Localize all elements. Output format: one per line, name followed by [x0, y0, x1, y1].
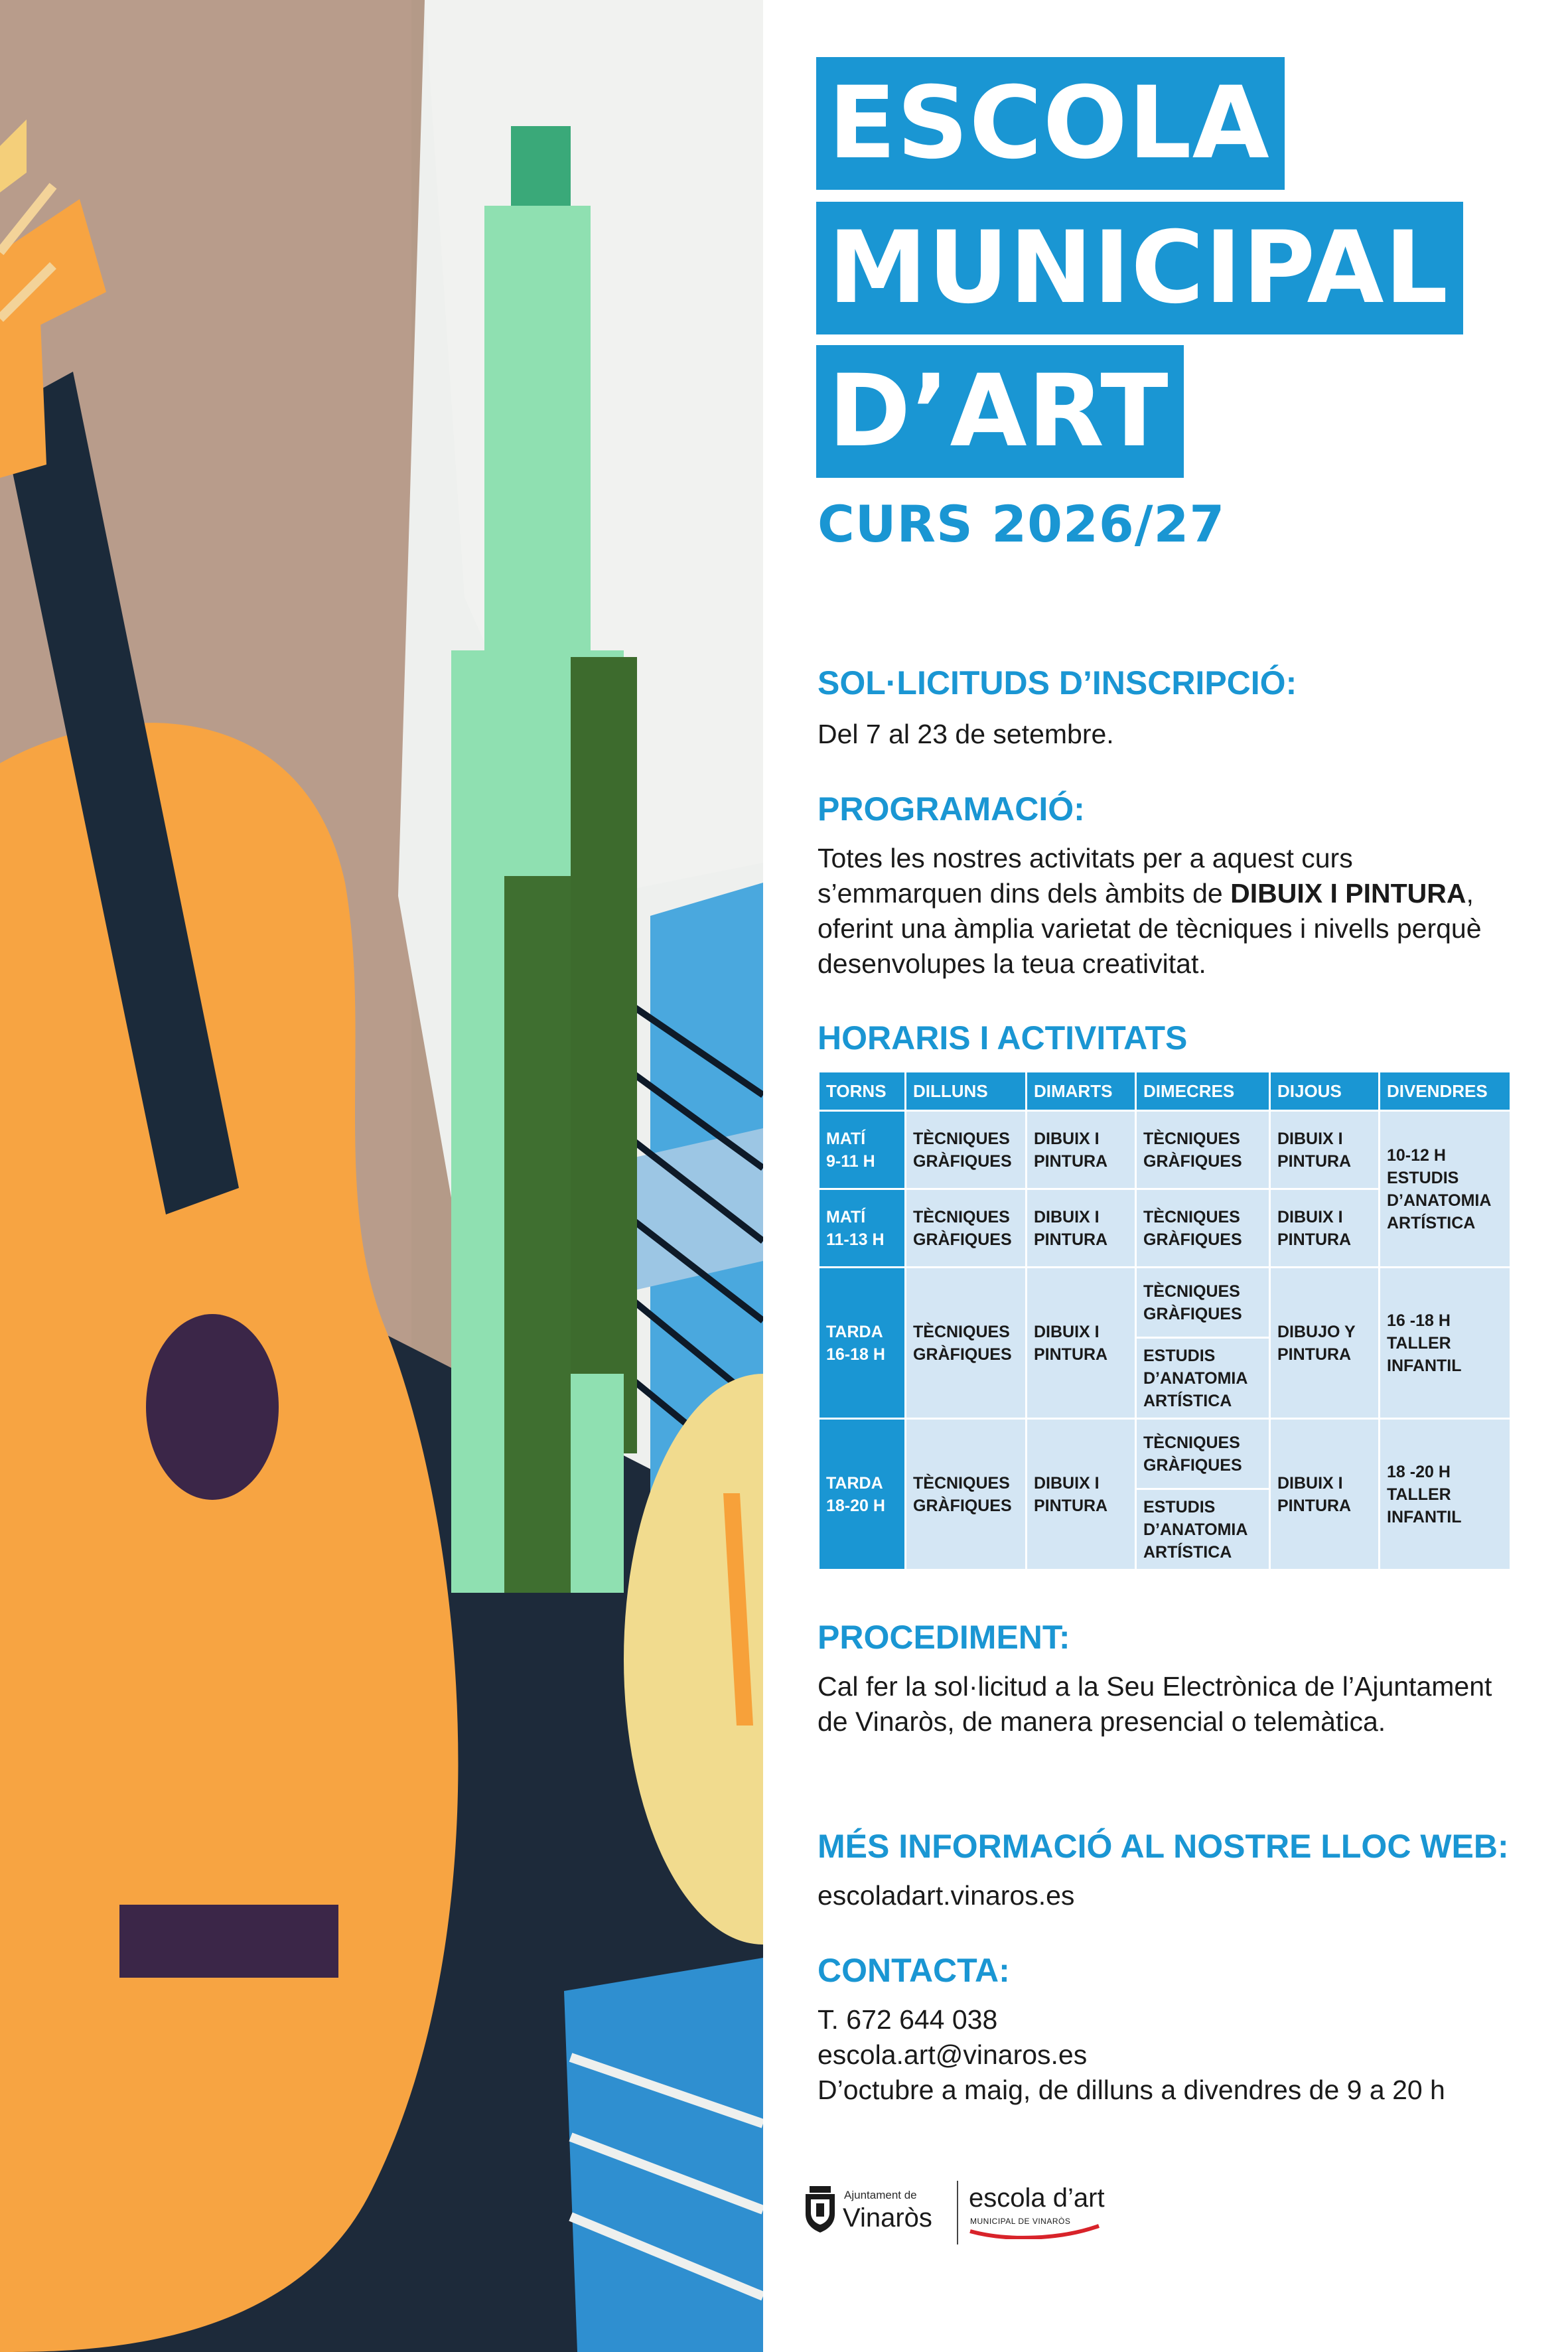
ajuntament-label-small: Ajuntament de [844, 2189, 917, 2201]
contact-email[interactable]: escola.art@vinaros.es [818, 2039, 1088, 2070]
table-cell: TÈCNIQUES GRÀFIQUES [906, 1189, 1027, 1268]
logo-divider [957, 2181, 958, 2244]
table-cell: DIBUIX I PINTURA [1027, 1419, 1136, 1570]
program-text-after: , oferint una àmplia varietat de tècniques i nivells perquè desenvolupes la teua creativitat. [818, 878, 1482, 979]
table-row [819, 1419, 1511, 1489]
table-cell: TÈCNIQUES GRÀFIQUES [1136, 1419, 1270, 1489]
table-cell: TÈCNIQUES GRÀFIQUES [1136, 1111, 1270, 1189]
schedule-table [818, 1070, 1512, 1571]
torn-cell: TARDA 16-18 H [819, 1268, 906, 1419]
footer-logos [803, 2177, 1135, 2256]
table-cell: 16 -18 H TALLER INFANTIL [1380, 1268, 1511, 1419]
procedure-heading: PROCEDIMENT: [818, 1619, 1070, 1656]
torn-cell: TARDA 18-20 H [819, 1419, 906, 1570]
title-line-1: ESCOLA [816, 57, 1285, 190]
program-heading: PROGRAMACIÓ: [818, 790, 1085, 828]
guitar-artwork-image [0, 0, 763, 2352]
contact-heading: CONTACTA: [818, 1952, 1010, 1989]
escola-art-logo [969, 2181, 1128, 2247]
table-cell: DIBUIX I PINTURA [1027, 1111, 1136, 1189]
ajuntament-logo [803, 2177, 949, 2250]
table-cell: 18 -20 H TALLER INFANTIL [1380, 1419, 1511, 1570]
program-text-bold: DIBUIX I PINTURA [1230, 878, 1466, 909]
table-cell: DIBUIX I PINTURA [1027, 1268, 1136, 1419]
table-row [819, 1268, 1511, 1338]
contact-hours: D’octubre a maig, de dilluns a divendres de 9 a 20 h [818, 2075, 1445, 2105]
table-cell: DIBUIX I PINTURA [1270, 1419, 1380, 1570]
content-column [816, 0, 1546, 2352]
torn-cell: MATÍ 9-11 H [819, 1111, 906, 1189]
table-cell: TÈCNIQUES GRÀFIQUES [906, 1419, 1027, 1570]
inscription-text: Del 7 al 23 de setembre. [818, 719, 1114, 749]
torn-cell: MATÍ 11-13 H [819, 1189, 906, 1268]
header-dijous: DIJOUS [1270, 1072, 1380, 1111]
schedule-header-row [819, 1072, 1511, 1111]
procedure-text: Cal fer la sol·licitud a la Seu Electrònica de l’Ajuntament de Vinaròs, de manera presencial o telemàtica. [818, 1671, 1492, 1737]
inscription-heading: SOL·LICITUDS D’INSCRIPCIÓ: [818, 664, 1297, 701]
table-cell: DIBUIX I PINTURA [1270, 1111, 1380, 1189]
program-text-before: Totes les nostres activitats per a aquest curs s’emmarquen dins dels àmbits de [818, 843, 1353, 909]
escola-swoosh-icon [969, 2222, 1102, 2239]
table-cell: DIBUJO Y PINTURA [1270, 1268, 1380, 1419]
table-cell: TÈCNIQUES GRÀFIQUES [906, 1268, 1027, 1419]
website-url[interactable]: escoladart.vinaros.es [818, 1880, 1075, 1911]
schedule-heading: HORARIS I ACTIVITATS [818, 1019, 1188, 1057]
table-cell: TÈCNIQUES GRÀFIQUES [1136, 1268, 1270, 1338]
contact-phone[interactable]: T. 672 644 038 [818, 2004, 998, 2035]
course-year: CURS 2026/27 [818, 494, 1226, 553]
header-divendres: DIVENDRES [1380, 1072, 1511, 1111]
table-cell: ESTUDIS D’ANATOMIA ARTÍSTICA [1136, 1489, 1270, 1570]
ajuntament-label-big: Vinaròs [843, 2203, 932, 2233]
header-dimarts: DIMARTS [1027, 1072, 1136, 1111]
header-torns: TORNS [819, 1072, 906, 1111]
table-cell: DIBUIX I PINTURA [1027, 1189, 1136, 1268]
program-text [818, 841, 1508, 982]
website-heading: MÉS INFORMACIÓ AL NOSTRE LLOC WEB: [818, 1828, 1509, 1865]
table-cell: TÈCNIQUES GRÀFIQUES [1136, 1189, 1270, 1268]
title-line-2: MUNICIPAL [816, 202, 1463, 334]
vinaros-shield-icon [803, 2186, 837, 2233]
table-cell: DIBUIX I PINTURA [1270, 1189, 1380, 1268]
table-cell: 10-12 H ESTUDIS D’ANATOMIA ARTÍSTICA [1380, 1111, 1511, 1268]
header-dimecres: DIMECRES [1136, 1072, 1270, 1111]
escola-logo-label: escola d’art [969, 2183, 1105, 2213]
table-cell: TÈCNIQUES GRÀFIQUES [906, 1111, 1027, 1189]
table-cell: ESTUDIS D’ANATOMIA ARTÍSTICA [1136, 1338, 1270, 1419]
escola-logo-sublabel: MUNICIPAL DE VINARÒS [970, 2217, 1071, 2226]
header-dilluns: DILLUNS [906, 1072, 1027, 1111]
title-line-3: D’ART [816, 345, 1184, 478]
table-row [819, 1111, 1511, 1189]
